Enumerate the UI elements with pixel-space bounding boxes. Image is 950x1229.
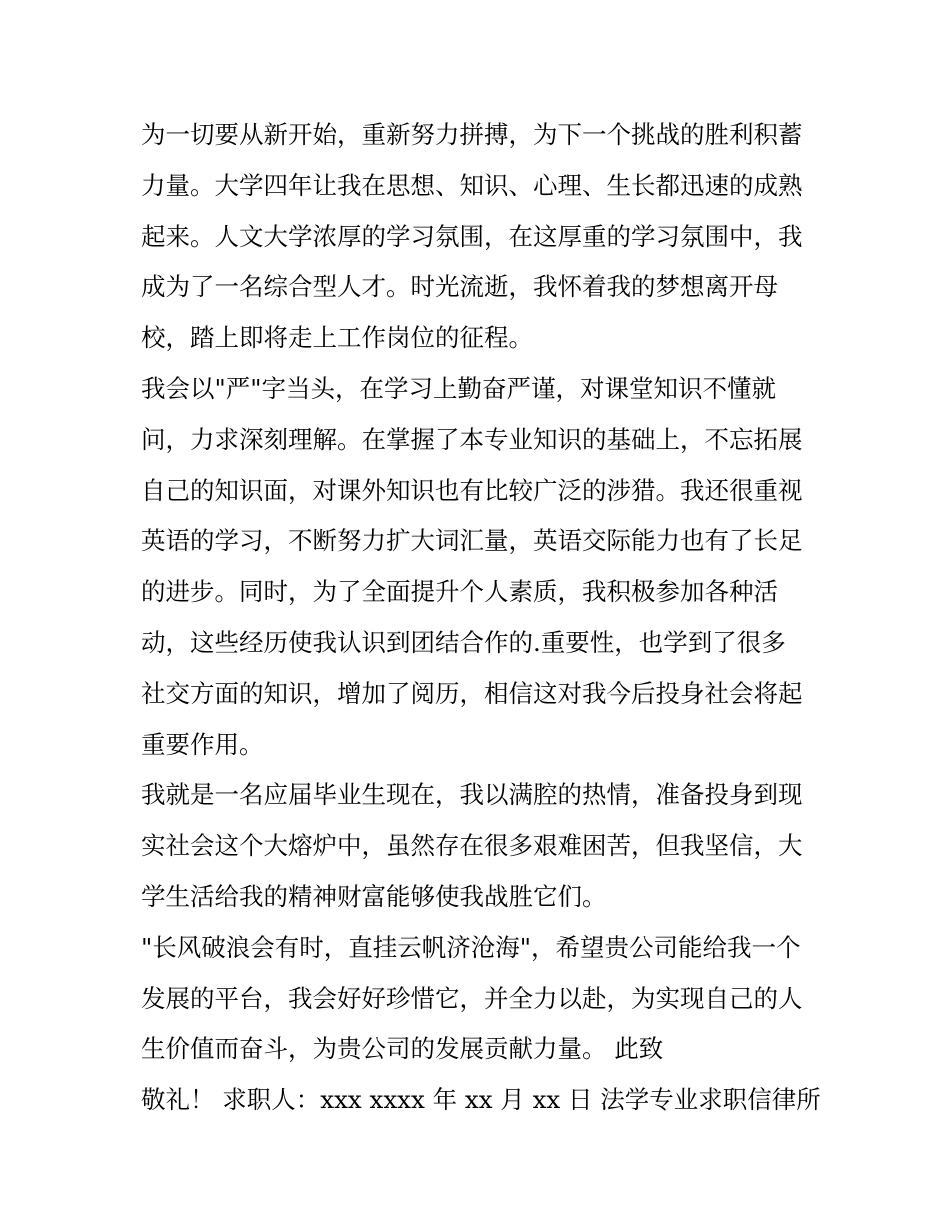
text-line: 我就是一名应届毕业生现在，我以满腔的热情，准备投身到现 — [141, 780, 803, 810]
text-line: "长风破浪会有时，直挂云帆济沧海"，希望贵公司能给我一个 — [141, 932, 801, 962]
text-line: 社交方面的知识，增加了阅历，相信这对我今后投身社会将起 — [141, 678, 803, 708]
text-line: 生价值而奋斗，为贵公司的发展贡献力量。 此致 — [141, 1034, 664, 1064]
text-line: 校，踏上即将走上工作岗位的征程。 — [141, 323, 533, 353]
text-line: 英语的学习，不断努力扩大词汇量，英语交际能力也有了长足 — [141, 526, 803, 556]
text-line: 重要作用。 — [141, 729, 264, 759]
text-line: 我会以"严"字当头，在学习上勤奋严谨，对课堂知识不懂就 — [141, 373, 777, 403]
text-line: 发展的平台，我会好好珍惜它，并全力以赴，为实现自己的人 — [141, 983, 803, 1013]
signature-line: 敬礼！ 求职人：xxx xxxx 年 xx 月 xx 日 法学专业求职信律所 — [141, 1085, 821, 1115]
text-line: 起来。人文大学浓厚的学习氛围，在这厚重的学习氛围中，我 — [141, 221, 803, 251]
text-line: 自己的知识面，对课外知识也有比较广泛的涉猎。我还很重视 — [141, 475, 803, 505]
text-line: 力量。大学四年让我在思想、知识、心理、生长都迅速的成熟 — [141, 170, 803, 200]
letter-body — [141, 110, 821, 1126]
text-line: 动，这些经历使我认识到团结合作的.重要性，也学到了很多 — [141, 627, 786, 657]
text-line: 为一切要从新开始，重新努力拼搏，为下一个挑战的胜利积蓄 — [141, 120, 803, 149]
text-line: 问，力求深刻理解。在掌握了本专业知识的基础上，不忘拓展 — [141, 424, 803, 454]
text-line: 实社会这个大熔炉中，虽然存在很多艰难困苦，但我坚信，大 — [141, 831, 803, 861]
text-line: 成为了一名综合型人才。时光流逝，我怀着我的梦想离开母 — [141, 272, 778, 302]
text-line: 的进步。同时，为了全面提升个人素质，我积极参加各种活 — [141, 577, 778, 607]
text-line: 学生活给我的精神财富能够使我战胜它们。 — [141, 881, 607, 911]
